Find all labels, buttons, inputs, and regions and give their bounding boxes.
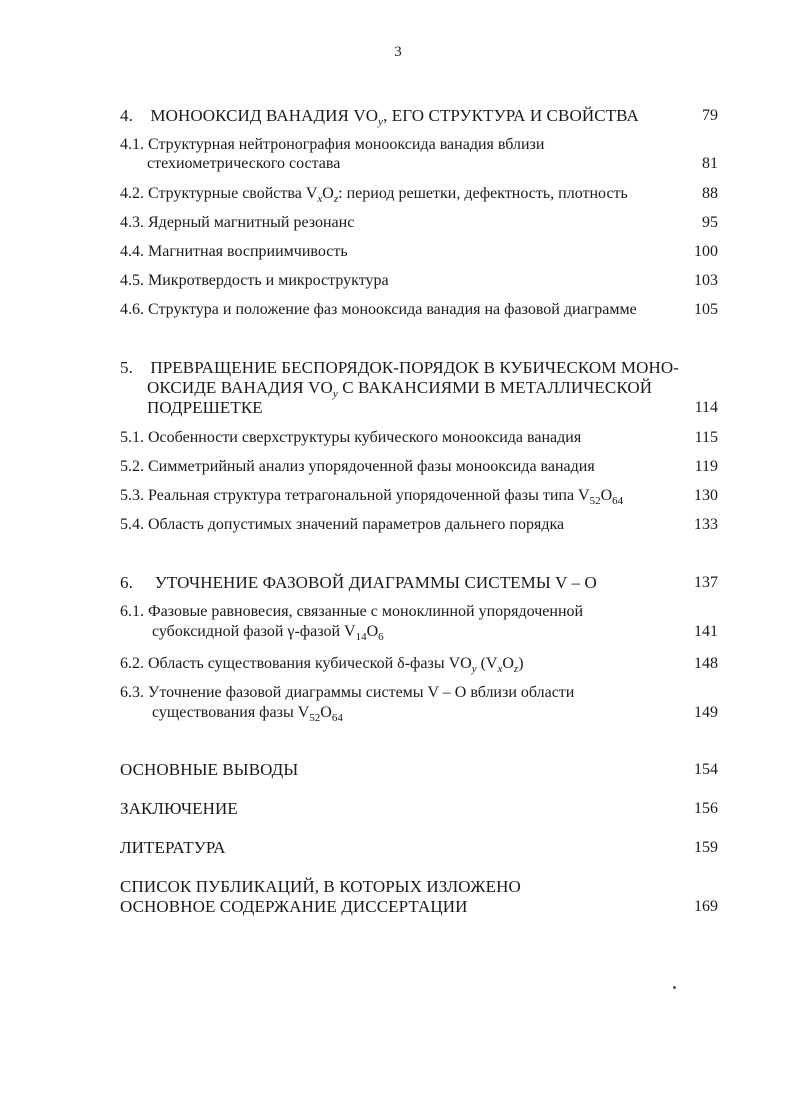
entry-title: ЛИТЕРАТУРА [120, 838, 226, 857]
page-ref: 95 [702, 214, 718, 231]
section-line [152, 622, 384, 642]
section-number: 6.2. [120, 655, 144, 672]
section-line: стехиометрического состава [147, 155, 341, 172]
section-text: Симметрийный анализ упорядоченной фазы монооксида ванадия [148, 458, 595, 475]
subscript: 52 [589, 495, 601, 507]
section-number: 5.4. [120, 516, 144, 533]
title-text: ПРЕВРАЩЕНИЕ БЕСПОРЯДОК-ПОРЯДОК В КУБИЧЕСКОМ МОНО- [150, 358, 679, 377]
page-ref: 88 [702, 185, 718, 202]
section-line [120, 242, 348, 262]
section-text: Особенности сверхструктуры кубического монооксида ванадия [148, 429, 582, 446]
section-text: : период решетки, дефектность, плотность [338, 185, 628, 202]
section-text: Структурная нейтронография монооксида ванадия вблизи [148, 136, 545, 153]
page-ref: 100 [694, 243, 718, 260]
section-text: O [366, 623, 379, 640]
section-number: 4.2. [120, 185, 144, 202]
page-ref: 156 [694, 800, 718, 817]
subscript: y [378, 116, 384, 128]
chapter-number: 4. [120, 106, 133, 125]
entry-title: ОСНОВНОЕ СОДЕРЖАНИЕ ДИССЕРТАЦИИ [120, 897, 468, 916]
page-ref: 119 [694, 458, 718, 475]
page-ref: 169 [694, 898, 718, 915]
section-text: Структура и положение фаз монооксида ванадия на фазовой диаграмме [148, 301, 637, 318]
section-text: O [600, 487, 613, 504]
chapter-5-title [147, 378, 652, 398]
page-ref: 114 [694, 399, 718, 416]
chapter-number: 5. [120, 358, 133, 377]
page-ref: 103 [694, 272, 718, 289]
title-text: С ВАКАНСИЯМИ В МЕТАЛЛИЧЕСКОЙ [337, 378, 653, 397]
page-number: 3 [394, 44, 402, 60]
section-text: Область существования кубической δ-фазы VO [148, 655, 472, 672]
section-text: Структурные свойства V [148, 185, 318, 202]
section-text: Область допустимых значений параметров дальнего порядка [148, 516, 565, 533]
section-text: Уточнение фазовой диаграммы системы V – O вблизи области [148, 684, 575, 701]
section-text: O [320, 704, 332, 721]
section-number: 5.2. [120, 458, 144, 475]
title-text: МОНООКСИД ВАНАДИЯ VO [150, 106, 379, 125]
section-text: Магнитная восприимчивость [148, 243, 348, 260]
section-text: субоксидной фазой γ-фазой V [152, 623, 356, 640]
subscript: x [497, 663, 503, 675]
subscript: 6 [378, 631, 384, 643]
section-number: 4.5. [120, 272, 144, 289]
page-ref: 149 [694, 704, 718, 721]
section-line [120, 457, 595, 477]
section-number: 4.6. [120, 301, 144, 318]
scan-speck [673, 986, 676, 989]
page-ref: 133 [694, 516, 718, 533]
section-text: O [322, 185, 334, 202]
section-line [120, 213, 354, 233]
section-number: 4.1. [120, 136, 144, 153]
chapter-5-title [120, 358, 679, 378]
chapter-4-title [120, 106, 639, 126]
page-ref: 130 [694, 487, 718, 504]
page-ref: 159 [694, 839, 718, 856]
chapter-5-title: ПОДРЕШЕТКЕ [147, 398, 263, 417]
section-line [120, 486, 623, 506]
page-ref: 141 [694, 623, 718, 640]
subscript: x [317, 193, 323, 205]
section-line [120, 184, 628, 204]
subscript: 52 [309, 712, 321, 724]
section-text: (V [476, 655, 498, 672]
subscript: 64 [331, 712, 343, 724]
chapter-6-title [120, 573, 597, 593]
section-number: 4.3. [120, 214, 144, 231]
section-text: O [502, 655, 514, 672]
section-line [120, 515, 564, 535]
section-text: Фазовые равновесия, связанные с моноклинной упорядоченной [148, 603, 584, 620]
page-ref: 79 [702, 107, 718, 124]
title-text: , ЕГО СТРУКТУРА И СВОЙСТВА [383, 106, 639, 125]
subscript: 14 [355, 631, 367, 643]
subscript: 64 [612, 495, 624, 507]
section-line [120, 271, 389, 291]
title-text: ОКСИДЕ ВАНАДИЯ VO [147, 378, 333, 397]
subscript: y [332, 388, 338, 400]
section-line [120, 300, 637, 320]
section-number: 5.3. [120, 487, 144, 504]
section-number: 5.1. [120, 429, 144, 446]
section-line [120, 654, 524, 674]
title-text: УТОЧНЕНИЕ ФАЗОВОЙ ДИАГРАММЫ СИСТЕМЫ V – O [154, 573, 597, 592]
page-ref: 105 [694, 301, 718, 318]
section-line [120, 602, 583, 622]
entry-title: ОСНОВНЫЕ ВЫВОДЫ [120, 760, 299, 779]
chapter-number: 6. [120, 573, 133, 592]
section-number: 4.4. [120, 243, 144, 260]
section-text: существования фазы V [152, 704, 310, 721]
subscript: y [471, 663, 477, 675]
section-text: Ядерный магнитный резонанс [148, 214, 355, 231]
page-ref: 137 [694, 574, 718, 591]
section-text: Реальная структура тетрагональной упорядоченной фазы типа V [148, 487, 590, 504]
section-text: ) [518, 655, 524, 672]
section-line [120, 135, 544, 155]
section-number: 6.3. [120, 684, 144, 701]
subscript: z [333, 193, 339, 205]
page-ref: 154 [694, 761, 718, 778]
page-ref: 115 [694, 429, 718, 446]
entry-title: СПИСОК ПУБЛИКАЦИЙ, В КОТОРЫХ ИЗЛОЖЕНО [120, 877, 521, 896]
section-line [152, 703, 343, 723]
entry-title: ЗАКЛЮЧЕНИЕ [120, 799, 238, 818]
section-text: Микротвердость и микроструктура [148, 272, 389, 289]
subscript: z [513, 663, 519, 675]
page-ref: 81 [702, 155, 718, 172]
section-line [120, 428, 581, 448]
page-ref: 148 [694, 655, 718, 672]
section-number: 6.1. [120, 603, 144, 620]
section-line [120, 683, 574, 703]
